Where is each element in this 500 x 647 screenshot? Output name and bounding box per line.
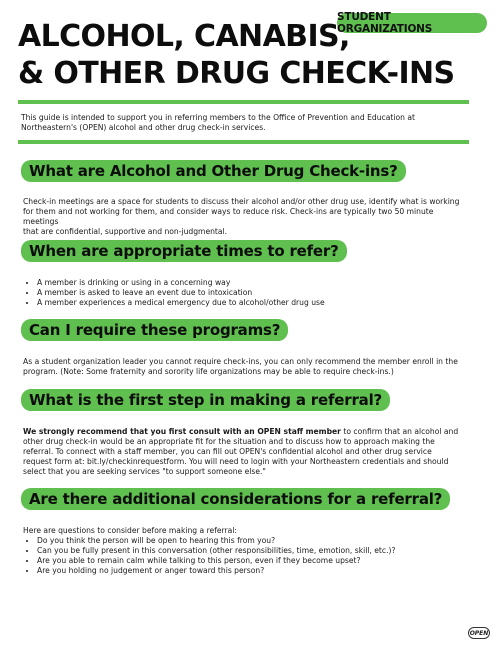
list-item: • A member experiences a medical emergency due to alcohol/other drug use xyxy=(37,298,477,308)
body-line: select that you are seeking services "to support someone else." xyxy=(23,467,266,476)
section-heading-when-to-refer: When are appropriate times to refer? xyxy=(21,240,347,262)
body-line: referral. To connect with a staff member, you can fill out OPEN's confidential alcohol and other drug service xyxy=(23,447,432,456)
body-line: to confirm that an alcohol and xyxy=(340,427,459,436)
body-line: for them and not working for them, and consider ways to reduce risk. Check-ins are typically two 50 minute meetings xyxy=(23,207,434,226)
section-list-when-to-refer xyxy=(23,278,477,308)
intro-line: Northeastern's (OPEN) alcohol and other drug check-in services. xyxy=(21,123,266,132)
section-heading-can-i-require: Can I require these programs? xyxy=(21,319,288,341)
page-title xyxy=(18,18,455,92)
list-item: • Are you able to remain calm while talking to this person, even if they become upset? xyxy=(37,556,477,566)
category-badge: STUDENT ORGANIZATIONS xyxy=(337,13,487,33)
title-line-2: & OTHER DRUG CHECK-INS xyxy=(18,56,455,91)
body-line: request form at: bit.ly/checkinrequestform. You will need to login with your Northeastern credentials and should xyxy=(23,457,449,466)
intro-line: This guide is intended to support you in referring members to the Office of Prevention and Education at xyxy=(21,113,415,122)
intro-paragraph xyxy=(21,113,461,133)
list-item: • A member is asked to leave an event due to intoxication xyxy=(37,288,477,298)
top-divider xyxy=(18,100,469,104)
body-line: program. (Note: Some fraternity and sorority life organizations may be able to require check-ins.) xyxy=(23,367,394,376)
body-line: other drug check-in would be an appropriate fit for the situation and to discuss how to approach making the xyxy=(23,437,435,446)
title-line-1: ALCOHOL, CANABIS, xyxy=(18,19,350,54)
section-heading-what-are-check-ins: What are Alcohol and Other Drug Check-ins? xyxy=(21,160,406,182)
open-logo: OPEN xyxy=(468,627,490,639)
section-heading-additional-considerations: Are there additional considerations for a referral? xyxy=(21,488,450,510)
section-body-what-are-check-ins xyxy=(23,197,468,237)
section-body-first-step xyxy=(23,427,468,477)
list-item: • A member is drinking or using in a concerning way xyxy=(37,278,477,288)
list-item: • Can you be fully present in this conversation (other responsibilities, time, emotion, skill, etc.)? xyxy=(37,546,477,556)
list-item: • Do you think the person will be open to hearing this from you? xyxy=(37,536,477,546)
section-heading-first-step: What is the first step in making a referral? xyxy=(21,389,390,411)
list-item: • Are you holding no judgement or anger toward this person? xyxy=(37,566,477,576)
body-line: that are confidential, supportive and non-judgmental. xyxy=(23,227,228,236)
section-list-additional-considerations xyxy=(23,536,477,576)
intro-divider xyxy=(18,140,469,144)
emphasis-text: We strongly recommend that you first consult with an OPEN staff member xyxy=(23,427,341,436)
section-body-can-i-require xyxy=(23,357,468,377)
section-intro-additional-considerations: Here are questions to consider before making a referral: xyxy=(23,526,237,535)
body-line: Check-in meetings are a space for students to discuss their alcohol and/or other drug use, identify what is working xyxy=(23,197,460,206)
body-line: As a student organization leader you cannot require check-ins, you can only recommend the member enroll in the xyxy=(23,357,458,366)
